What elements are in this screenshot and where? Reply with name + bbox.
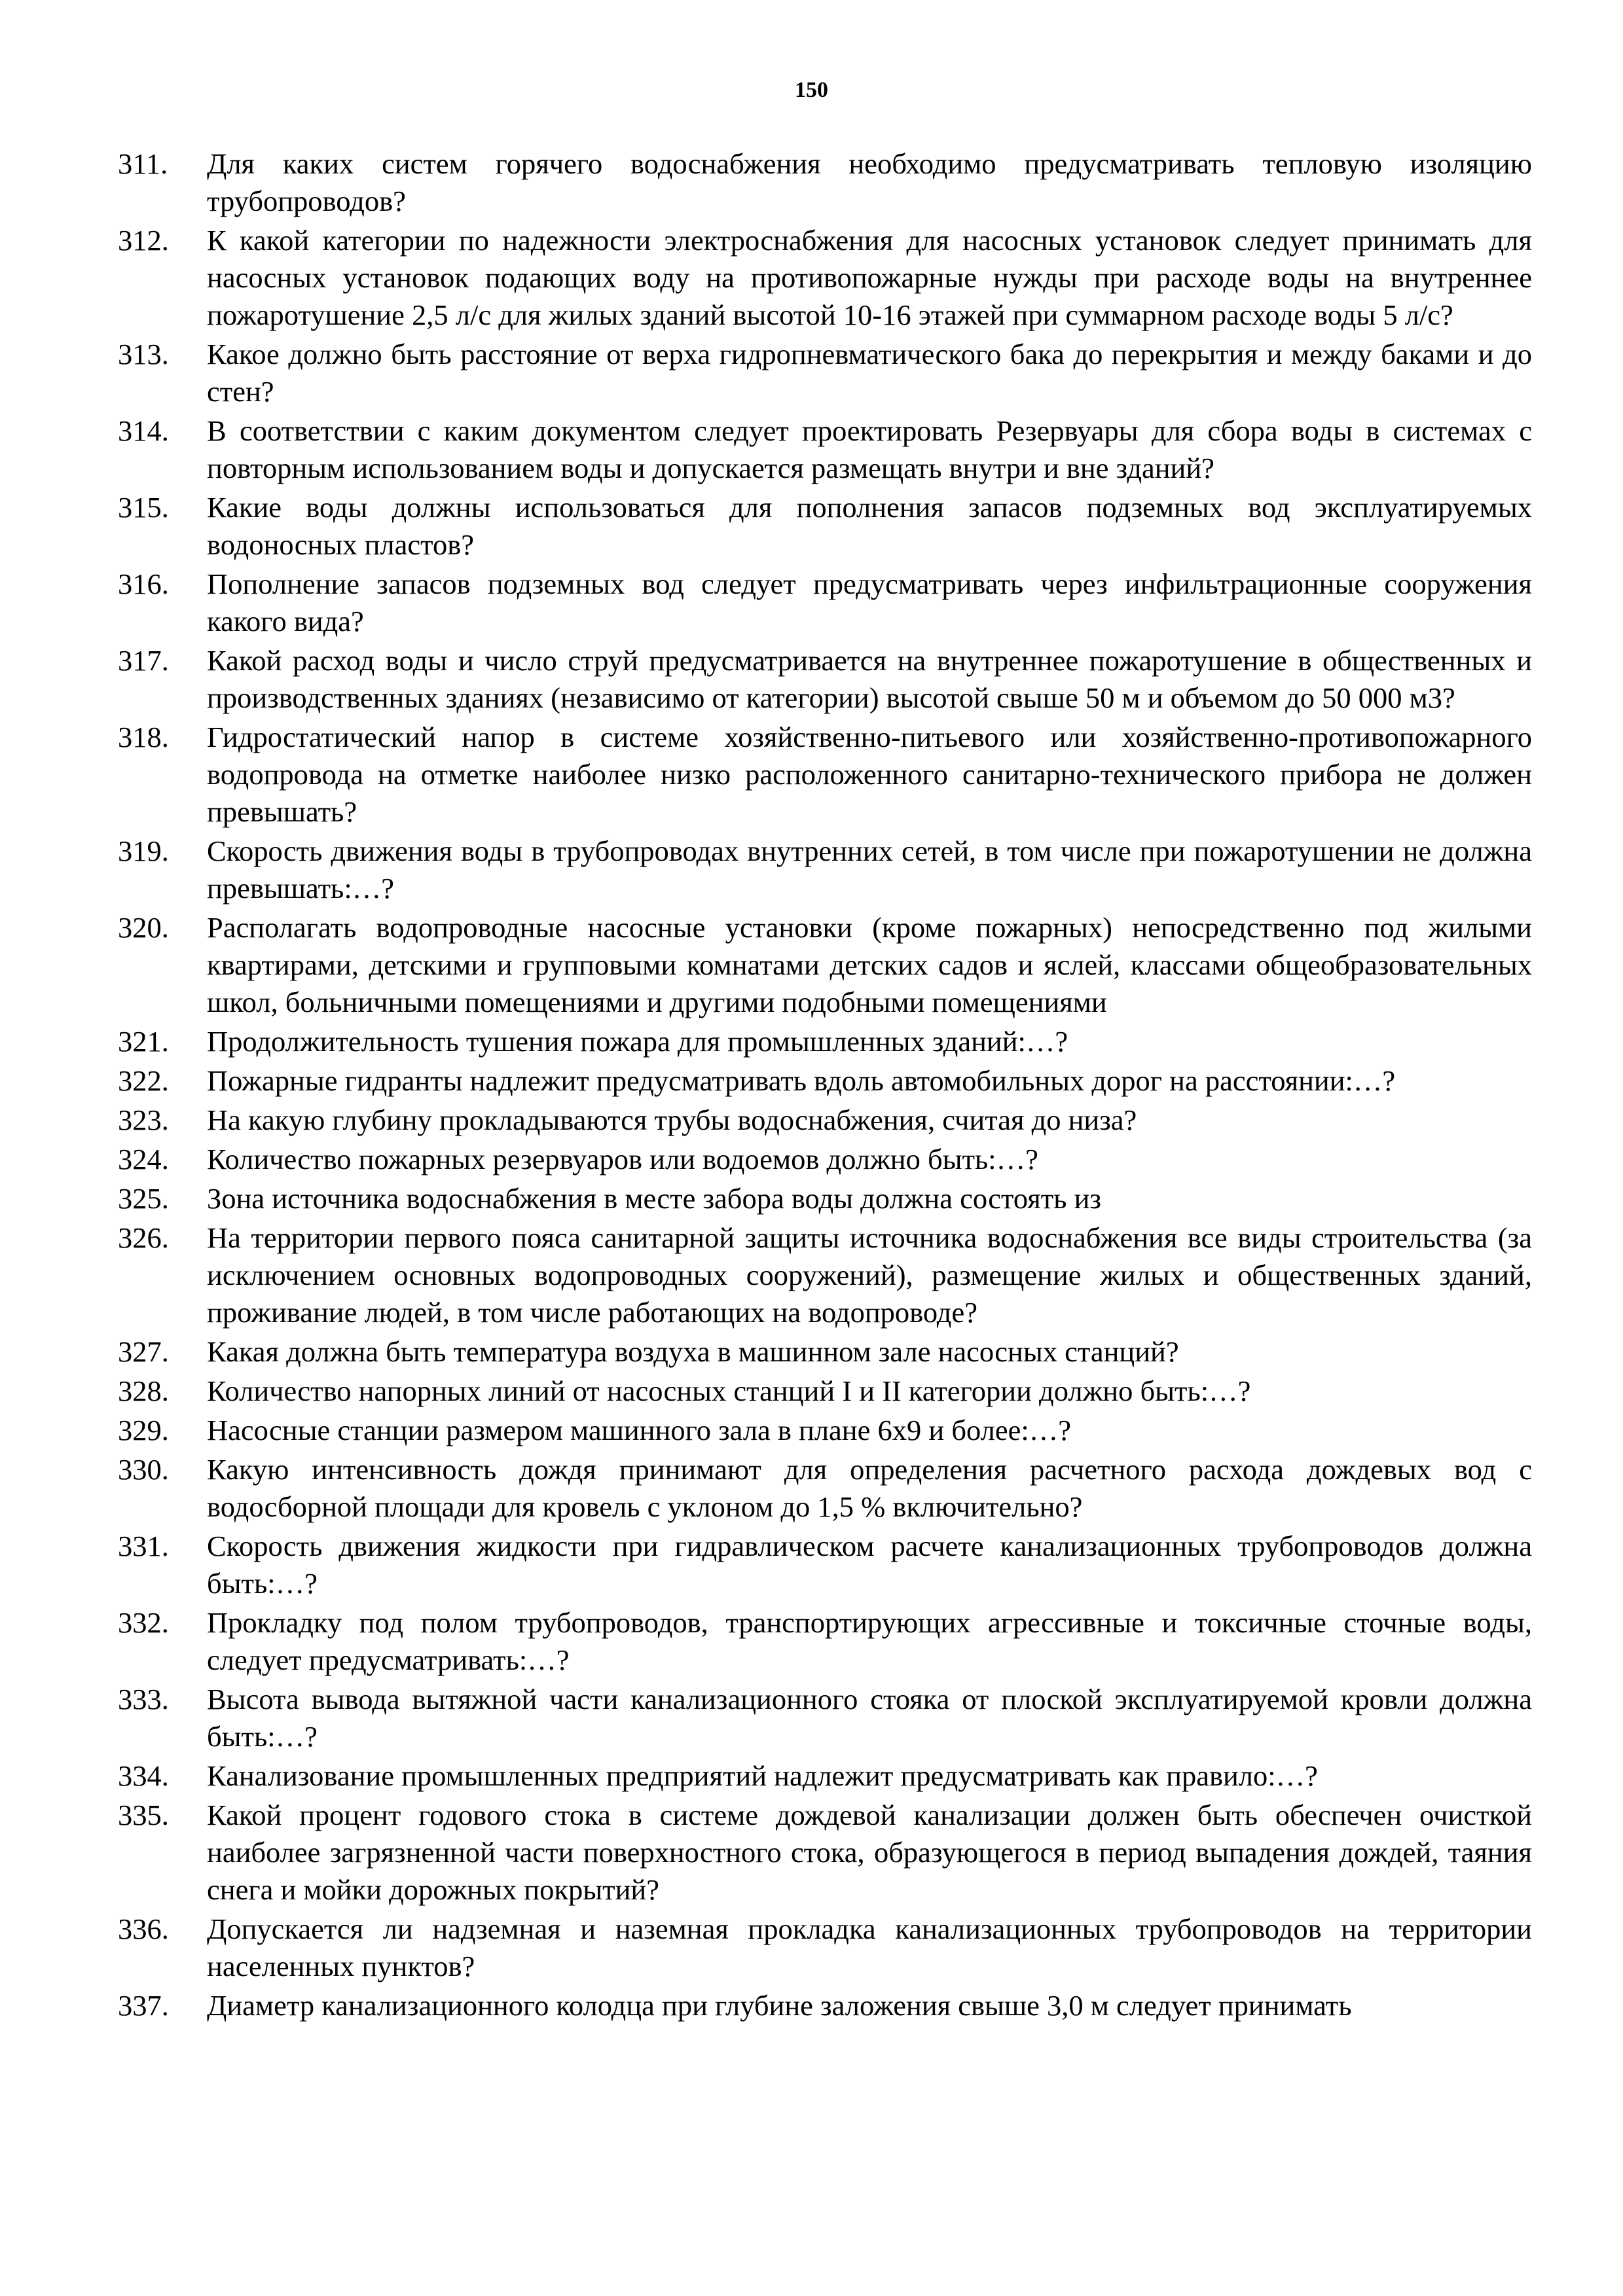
question-text: Допускается ли надземная и наземная прокладка канализационных трубопроводов на территории населенных пунктов? bbox=[207, 1912, 1532, 1982]
question-number: 311. bbox=[118, 147, 168, 180]
question-item bbox=[118, 1023, 1532, 1060]
question-number: 333. bbox=[118, 1683, 169, 1715]
question-number: 331. bbox=[118, 1530, 169, 1562]
question-item bbox=[118, 336, 1532, 410]
question-text: Какое должно быть расстояние от верха гидропневматического бака до перекрытия и между баками и до стен? bbox=[207, 338, 1532, 408]
question-item bbox=[118, 1757, 1532, 1795]
question-number: 334. bbox=[118, 1759, 169, 1792]
question-item bbox=[118, 1141, 1532, 1178]
question-item bbox=[118, 1333, 1532, 1371]
question-item bbox=[118, 565, 1532, 640]
question-number: 320. bbox=[118, 911, 169, 944]
question-item bbox=[118, 1180, 1532, 1217]
question-item bbox=[118, 1062, 1532, 1100]
question-number: 319. bbox=[118, 834, 169, 867]
question-number: 337. bbox=[118, 1989, 169, 2022]
question-text: Продолжительность тушения пожара для промышленных зданий:…? bbox=[207, 1025, 1068, 1058]
question-text: Скорость движения воды в трубопроводах внутренних сетей, в том числе при пожаротушении не должна превышать:…? bbox=[207, 834, 1532, 905]
question-item bbox=[118, 1219, 1532, 1331]
question-text: Высота вывода вытяжной части канализационного стояка от плоской эксплуатируемой кровли должна быть:…? bbox=[207, 1683, 1532, 1753]
question-item bbox=[118, 145, 1532, 220]
question-number: 323. bbox=[118, 1103, 169, 1136]
question-number: 332. bbox=[118, 1606, 169, 1639]
question-number: 326. bbox=[118, 1221, 169, 1254]
question-number: 328. bbox=[118, 1374, 169, 1407]
question-text: Какой процент годового стока в системе дождевой канализации должен быть обеспечен очисткой наиболее загрязненной части поверхностного стока, образующегося в период выпадения дождей, таяния снега и мойки дорожных покрытий? bbox=[207, 1799, 1532, 1906]
question-number: 313. bbox=[118, 338, 169, 370]
question-text: Располагать водопроводные насосные установки (кроме пожарных) непосредственно под жилыми квартирами, детскими и групповыми комнатами детских садов и яслей, классами общеобразовательных школ, больничными помещениями и другими подобными помещениями bbox=[207, 911, 1532, 1018]
question-item bbox=[118, 1528, 1532, 1602]
question-item bbox=[118, 1412, 1532, 1449]
question-text: К какой категории по надежности электроснабжения для насосных установок следует принимать для насосных установок подающих воду на противопожарные нужды при расходе воды на внутреннее пожаротушение 2,5 л/с для жилых зданий высотой 10-16 этажей при суммарном расходе воды 5 л/с? bbox=[207, 224, 1532, 331]
question-number: 314. bbox=[118, 414, 169, 447]
question-text: Какая должна быть температура воздуха в машинном зале насосных станций? bbox=[207, 1335, 1179, 1368]
question-text: Прокладку под полом трубопроводов, транспортирующих агрессивные и токсичные сточные воды, следует предусматривать:…? bbox=[207, 1606, 1532, 1676]
question-text: Какую интенсивность дождя принимают для определения расчетного расхода дождевых вод с водосборной площади для кровель с уклоном до 1,5 % включительно? bbox=[207, 1453, 1532, 1523]
question-item bbox=[118, 1681, 1532, 1755]
question-text: Диаметр канализационного колодца при глубине заложения свыше 3,0 м следует принимать bbox=[207, 1989, 1352, 2022]
question-number: 325. bbox=[118, 1182, 169, 1215]
question-item bbox=[118, 222, 1532, 334]
question-text: Канализование промышленных предприятий надлежит предусматривать как правило:…? bbox=[207, 1759, 1318, 1792]
question-item bbox=[118, 1797, 1532, 1909]
question-number: 316. bbox=[118, 567, 169, 600]
question-text: Для каких систем горячего водоснабжения необходимо предусматривать тепловую изоляцию трубопроводов? bbox=[207, 147, 1532, 217]
question-item bbox=[118, 1102, 1532, 1139]
question-number: 312. bbox=[118, 224, 169, 257]
question-item bbox=[118, 1372, 1532, 1410]
question-number: 318. bbox=[118, 721, 169, 753]
question-text: Насосные станции размером машинного зала в плане 6х9 и более:…? bbox=[207, 1414, 1071, 1446]
question-item bbox=[118, 833, 1532, 907]
question-item bbox=[118, 412, 1532, 487]
question-number: 322. bbox=[118, 1064, 169, 1097]
question-number: 317. bbox=[118, 644, 169, 677]
question-text: Скорость движения жидкости при гидравлическом расчете канализационных трубопроводов должна быть:…? bbox=[207, 1530, 1532, 1600]
question-text: Пожарные гидранты надлежит предусматривать вдоль автомобильных дорог на расстоянии:…? bbox=[207, 1064, 1396, 1097]
question-number: 336. bbox=[118, 1912, 169, 1945]
question-number: 321. bbox=[118, 1025, 169, 1058]
question-number: 330. bbox=[118, 1453, 169, 1486]
question-text: На территории первого пояса санитарной защиты источника водоснабжения все виды строительства (за исключением основных водопроводных сооружений), размещение жилых и общественных зданий, проживание людей, в том числе работающих на водопроводе? bbox=[207, 1221, 1532, 1329]
question-text: Какие воды должны использоваться для пополнения запасов подземных вод эксплуатируемых водоносных пластов? bbox=[207, 491, 1532, 561]
question-number: 324. bbox=[118, 1143, 169, 1175]
question-text: Количество напорных линий от насосных станций I и II категории должно быть:…? bbox=[207, 1374, 1251, 1407]
question-text: На какую глубину прокладываются трубы водоснабжения, считая до низа? bbox=[207, 1103, 1137, 1136]
question-item bbox=[118, 1604, 1532, 1679]
question-item bbox=[118, 1451, 1532, 1526]
question-text: Гидростатический напор в системе хозяйственно-питьевого или хозяйственно-противопожарного водопровода на отметке наиболее низко расположенного санитарно-технического прибора не должен превышать? bbox=[207, 721, 1532, 828]
question-item bbox=[118, 1987, 1532, 2024]
question-list bbox=[118, 145, 1532, 2026]
question-item bbox=[118, 489, 1532, 564]
question-text: Количество пожарных резервуаров или водоемов должно быть:…? bbox=[207, 1143, 1038, 1175]
question-number: 335. bbox=[118, 1799, 169, 1831]
question-item bbox=[118, 909, 1532, 1021]
question-item bbox=[118, 719, 1532, 831]
question-number: 315. bbox=[118, 491, 169, 524]
question-item bbox=[118, 1910, 1532, 1985]
question-text: Какой расход воды и число струй предусматривается на внутреннее пожаротушение в общественных и производственных зданиях (независимо от категории) высотой свыше 50 м и объемом до 50 000 м3? bbox=[207, 644, 1532, 714]
question-text: Пополнение запасов подземных вод следует предусматривать через инфильтрационные сооружения какого вида? bbox=[207, 567, 1532, 637]
question-number: 329. bbox=[118, 1414, 169, 1446]
question-text: В соответствии с каким документом следует проектировать Резервуары для сбора воды в системах с повторным использованием воды и допускается размещать внутри и вне зданий? bbox=[207, 414, 1532, 484]
question-text: Зона источника водоснабжения в месте забора воды должна состоять из bbox=[207, 1182, 1101, 1215]
question-number: 327. bbox=[118, 1335, 169, 1368]
page-number: 150 bbox=[795, 78, 828, 102]
question-item bbox=[118, 642, 1532, 717]
